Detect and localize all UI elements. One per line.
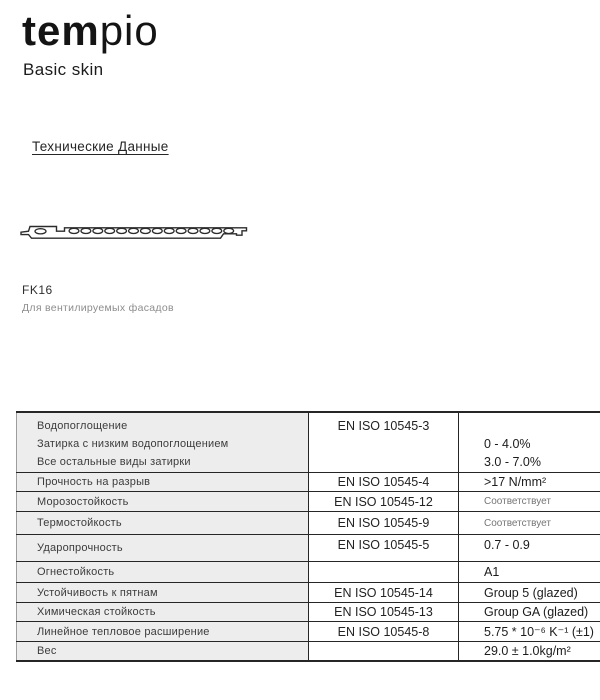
property-cell: Морозостойкость [17,492,309,512]
standard-cell: EN ISO 10545-13 [309,603,459,622]
table-row [17,603,600,622]
standard-cell [309,642,459,661]
value-cell: Group 5 (glazed) [459,583,600,603]
technical-data-link[interactable]: Технические Данные [32,139,169,154]
value-cell: 29.0 ± 1.0kg/m² [459,642,600,661]
table-row [17,562,600,583]
standard-cell: EN ISO 10545-12 [309,492,459,512]
product-code: FK16 [22,283,53,297]
table-row [17,642,600,661]
value-cell: Соответствует [459,512,600,535]
property-cell: Химическая стойкость [17,603,309,622]
property-cell: Линейное тепловое расширение [17,622,309,642]
table-row [17,473,600,492]
table-row [17,622,600,642]
property-line: Затирка с низким водопоглощением [37,438,229,450]
value-cell: Group GA (glazed) [459,603,600,622]
product-line-subtitle: Basic skin [23,60,104,79]
property-line: Водопоглощение [37,420,128,432]
value-cell: 5.75 * 10⁻⁶ K⁻¹ (±1) [459,622,600,642]
table-row [17,412,600,473]
standard-cell: EN ISO 10545-5 [309,535,459,562]
property-cell: Прочность на разрыв [17,473,309,492]
logo-light-part: pio [99,7,159,54]
property-cell: Огнестойкость [17,562,309,583]
value-cell: A1 [459,562,600,583]
standard-cell: EN ISO 10545-4 [309,473,459,492]
property-cell: Термостойкость [17,512,309,535]
brand-logo [22,8,159,54]
property-cell: Устойчивость к пятнам [17,583,309,603]
property-cell [17,412,309,473]
property-cell: Ударопрочность [17,535,309,562]
standard-cell: EN ISO 10545-9 [309,512,459,535]
standard-cell: EN ISO 10545-3 [309,412,459,473]
table-row [17,492,600,512]
standard-cell: EN ISO 10545-14 [309,583,459,603]
logo-bold-part: tem [22,7,100,54]
value-line: 3.0 - 7.0% [484,455,541,469]
value-cell: Соответствует [459,492,600,512]
table-row [17,583,600,603]
standard-cell: EN ISO 10545-8 [309,622,459,642]
property-line: Все остальные виды затирки [37,456,191,468]
value-cell [459,412,600,473]
standard-cell [309,562,459,583]
product-description: Для вентилируемых фасадов [22,302,174,314]
technical-specs-table [16,411,600,662]
table-row [17,512,600,535]
value-line [484,417,600,435]
value-cell: 0.7 - 0.9 [459,535,600,562]
table-row [17,535,600,562]
value-line: 0 - 4.0% [484,437,531,451]
property-cell: Вес [17,642,309,661]
value-cell: >17 N/mm² [459,473,600,492]
panel-cross-section-drawing [18,213,250,245]
